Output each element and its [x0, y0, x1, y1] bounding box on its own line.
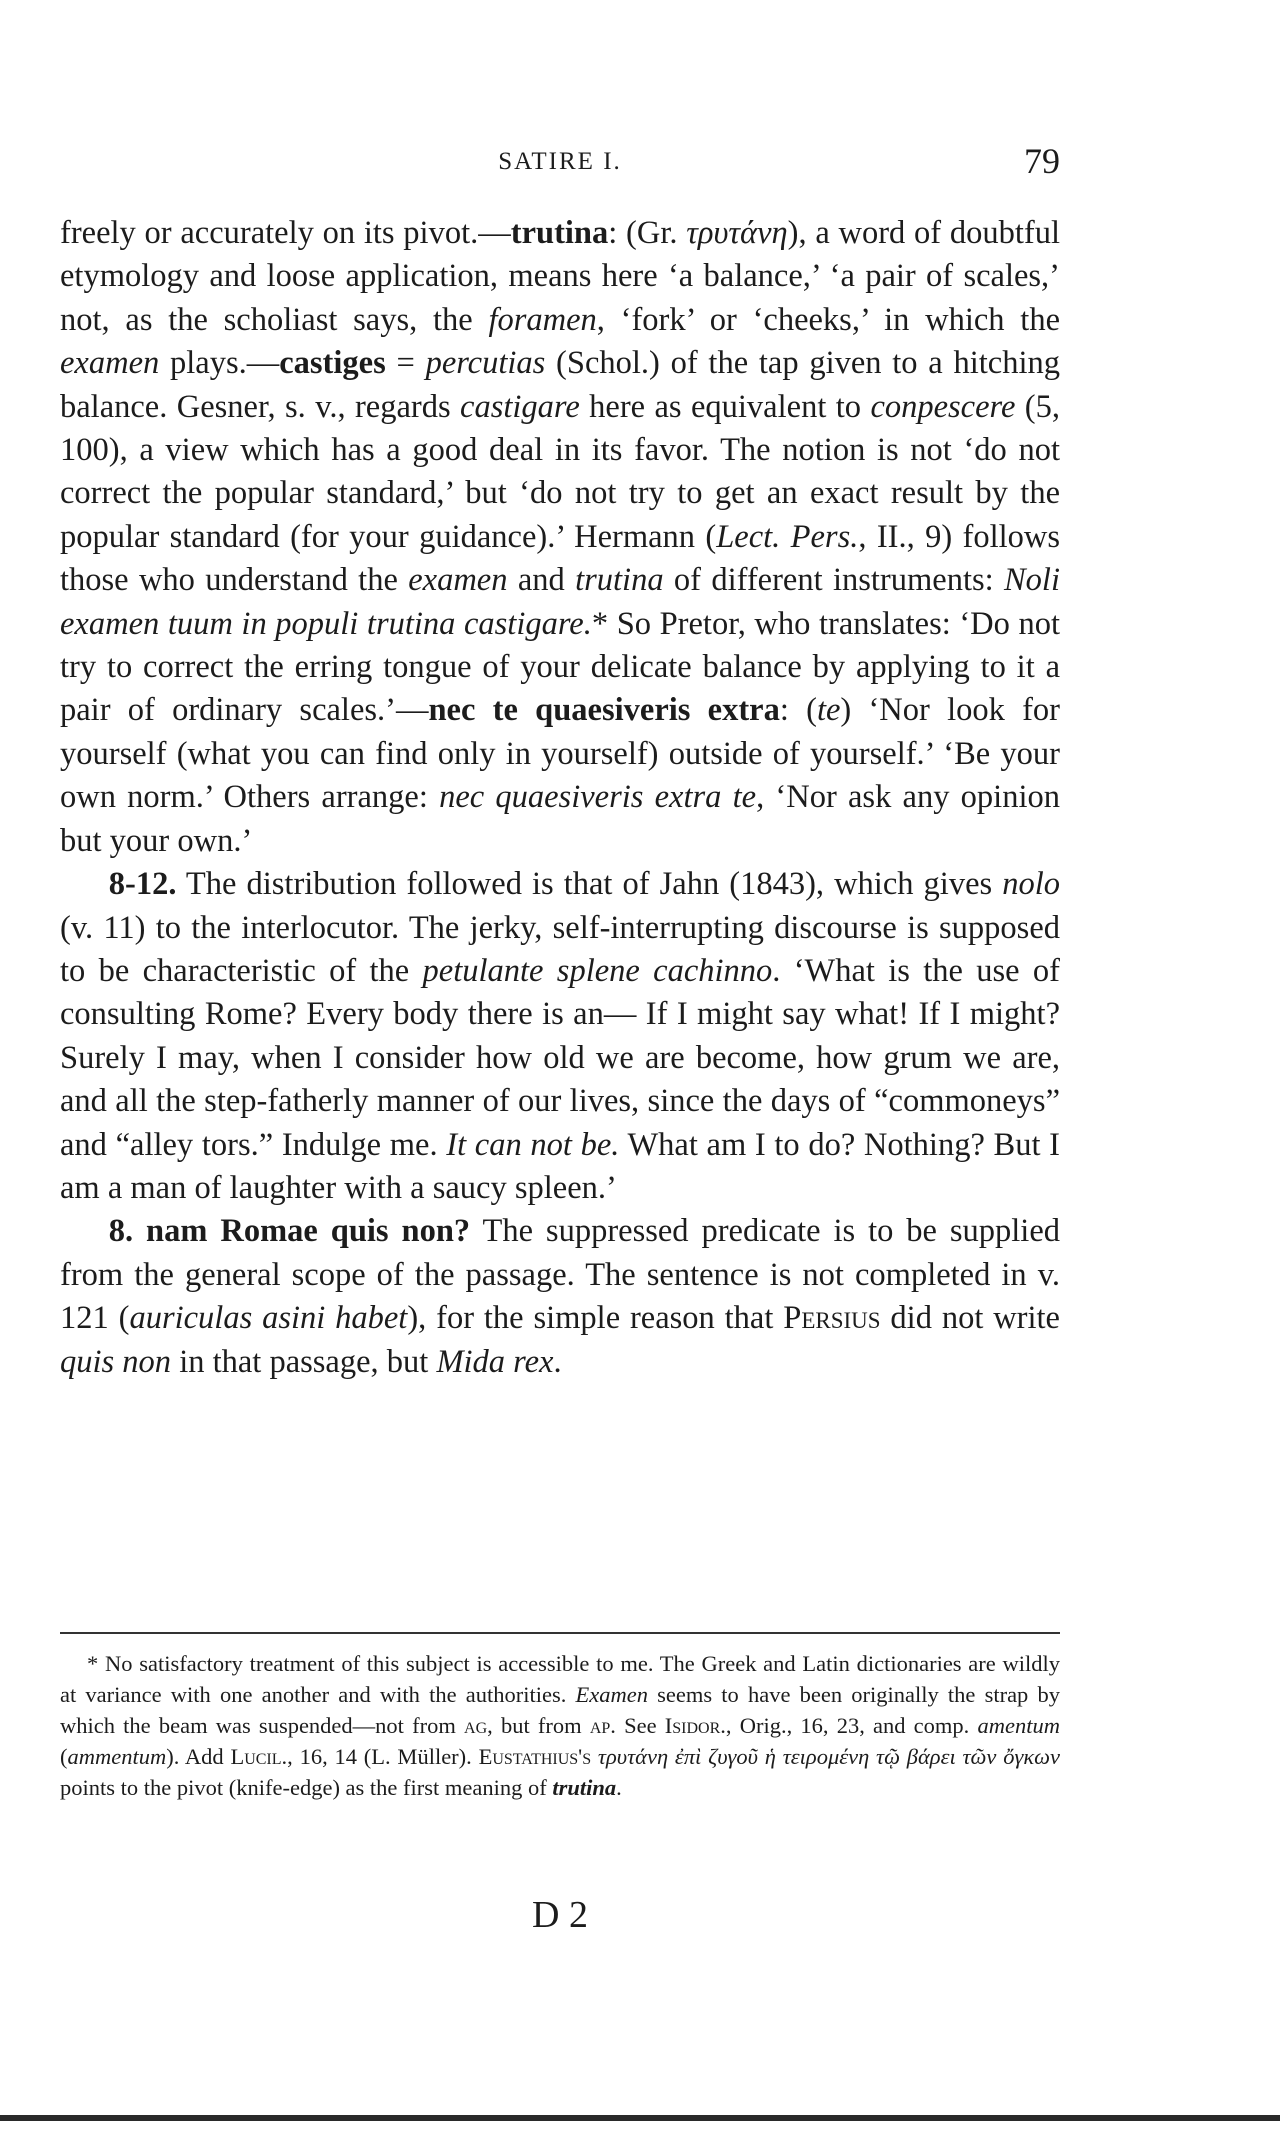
text-run: Mida rex — [436, 1343, 554, 1380]
signature-mark: D 2 — [532, 1894, 588, 1936]
text-run: castigare — [460, 388, 580, 425]
text-run: ap — [589, 1713, 611, 1738]
text-run: Isidor. — [664, 1713, 726, 1738]
text-run: trutina — [510, 215, 609, 251]
text-run: . — [616, 1775, 622, 1800]
text-run: It can not be. — [446, 1126, 620, 1163]
text-run: Lucil. — [230, 1744, 288, 1769]
text-run: * No satisfactory treatment of this subject is accessible to me. The Greek and Latin dictionaries are wildly at variance with one another and with the authorities. — [60, 1651, 1060, 1707]
text-run: = — [385, 345, 426, 382]
text-run: here as equivalent to — [579, 388, 871, 425]
paragraph — [60, 1210, 1060, 1384]
text-run: foramen — [488, 301, 597, 338]
text-run: 8. nam Romae quis non? — [108, 1213, 471, 1250]
text-run: percutias — [425, 345, 546, 382]
text-run: What am I to do? Nothing? But I am a man of laughter with a saucy spleen.’ — [60, 1126, 1061, 1206]
text-run: conpescere — [870, 388, 1016, 425]
text-run: examen — [408, 562, 508, 599]
text-run: did not write — [880, 1300, 1060, 1337]
text-run: points to the pivot (knife-edge) as the first meaning of — [60, 1775, 553, 1800]
page-number: 79 — [1024, 141, 1060, 181]
text-run: . See — [610, 1713, 665, 1738]
paragraph — [60, 212, 1060, 863]
text-run: in that passage, but — [171, 1343, 437, 1380]
text-run: ) ‘Nor look for yourself (what you can find only in yourself) outside of yourself.’ ‘Be your own norm.’ Others arrange: — [60, 692, 1060, 816]
text-run: : ( — [779, 692, 817, 729]
footnote-text — [60, 1648, 1060, 1803]
text-run: examen — [60, 345, 160, 382]
commentary-body — [60, 212, 1060, 1384]
text-run: petulante splene cachinno — [422, 952, 773, 989]
text-run: τρυτάνη — [686, 215, 788, 251]
text-run: of different instruments: — [663, 562, 1004, 599]
text-run: auriculas asini habet — [129, 1300, 408, 1337]
running-title: SATIRE I. — [498, 148, 622, 175]
text-run: (5, 100), a view which has a good deal in its favor. The notion is not ‘do not correct the popular standard,’ but ‘do not try to get an exact result by the popular standard (for your guidance).’ Hermann ( — [60, 388, 1061, 555]
text-run: , ‘Nor ask any opinion but your own.’ — [60, 779, 1060, 859]
text-run: nolo — [1002, 866, 1060, 903]
text-run: Persius — [783, 1300, 881, 1337]
text-run: quis non — [60, 1343, 172, 1380]
text-run: and — [507, 562, 576, 599]
text-run: . ‘What is the use of consulting Rome? Every body there is an— If I might say what! If I might? Surely I may, when I consider how old we are become, how grum we are, and all the step-fatherly manner of our lives, since the days of “commoneys” and “alley tors.” Indulge me. — [60, 952, 1060, 1163]
text-run: ( — [60, 1744, 68, 1769]
text-run: Eustathius's — [478, 1744, 592, 1769]
bottom-edge-rule — [0, 2115, 1280, 2121]
text-run: : (Gr. — [608, 215, 687, 251]
text-run: Noli examen tuum in populi trutina castigare. — [60, 562, 1060, 642]
text-run: (v. 11) to the interlocutor. The jerky, self-interrupting discourse is supposed to be characteristic of the — [60, 909, 1060, 989]
text-run: seems to have been originally the strap by which the beam was suspended—not from — [60, 1682, 1060, 1738]
text-run: nec quaesiveris extra te — [439, 779, 757, 816]
text-run: castiges — [279, 345, 386, 382]
text-run: nec te quaesiveris extra — [428, 692, 780, 729]
text-run: , 16, 14 (L. Müller). — [287, 1744, 479, 1769]
page-header — [60, 140, 1060, 190]
text-run: ag — [464, 1713, 488, 1738]
paragraph — [60, 863, 1060, 1210]
text-run: trutina — [575, 562, 664, 599]
text-run: The distribution followed is that of Jahn (1843), which gives — [176, 866, 1003, 903]
text-run: 8-12. — [108, 866, 177, 903]
text-run: Lect. Pers. — [716, 518, 859, 555]
text-run: , II., 9) follows those who understand the — [60, 518, 1061, 599]
text-run: . — [553, 1343, 562, 1380]
text-run: trutina — [552, 1775, 617, 1800]
text-run: freely or accurately on its pivot.— — [60, 215, 511, 251]
text-run: ). Add — [166, 1744, 231, 1769]
text-run: Examen — [575, 1682, 648, 1707]
text-run: (Schol.) of the tap given to a hitching balance. Gesner, s. v., regards — [60, 345, 1060, 425]
text-run: τρυτάνη ἐπὶ ζυγοῦ ἡ τειρομένη τῷ βάρει τῶν ὄγκων — [591, 1744, 1061, 1769]
text-run: , ‘fork’ or ‘cheeks,’ in which the — [596, 301, 1060, 338]
text-run: , Orig., 16, 23, and comp. — [725, 1713, 978, 1738]
text-run: te — [816, 692, 841, 729]
text-run: amentum — [977, 1713, 1060, 1738]
text-run: plays.— — [159, 345, 280, 382]
text-run: , but from — [487, 1713, 590, 1738]
text-run: The suppressed predicate is to be supplied from the general scope of the passage. The sentence is not completed in v. 121 ( — [60, 1213, 1061, 1337]
text-run: ), a word of doubtful etymology and loose application, means here ‘a balance,’ ‘a pair of scales,’ not, as the scholiast says, the — [60, 215, 1060, 338]
text-run: * So Pretor, who translates: ‘Do not try to correct the erring tongue of your delicate balance by applying to it a pair of ordinary scales.’— — [60, 605, 1060, 729]
footnote — [60, 1648, 1060, 1803]
footnote-divider — [60, 1632, 1060, 1634]
text-run: ), for the simple reason that — [407, 1300, 784, 1337]
text-run: ammentum — [67, 1744, 167, 1769]
